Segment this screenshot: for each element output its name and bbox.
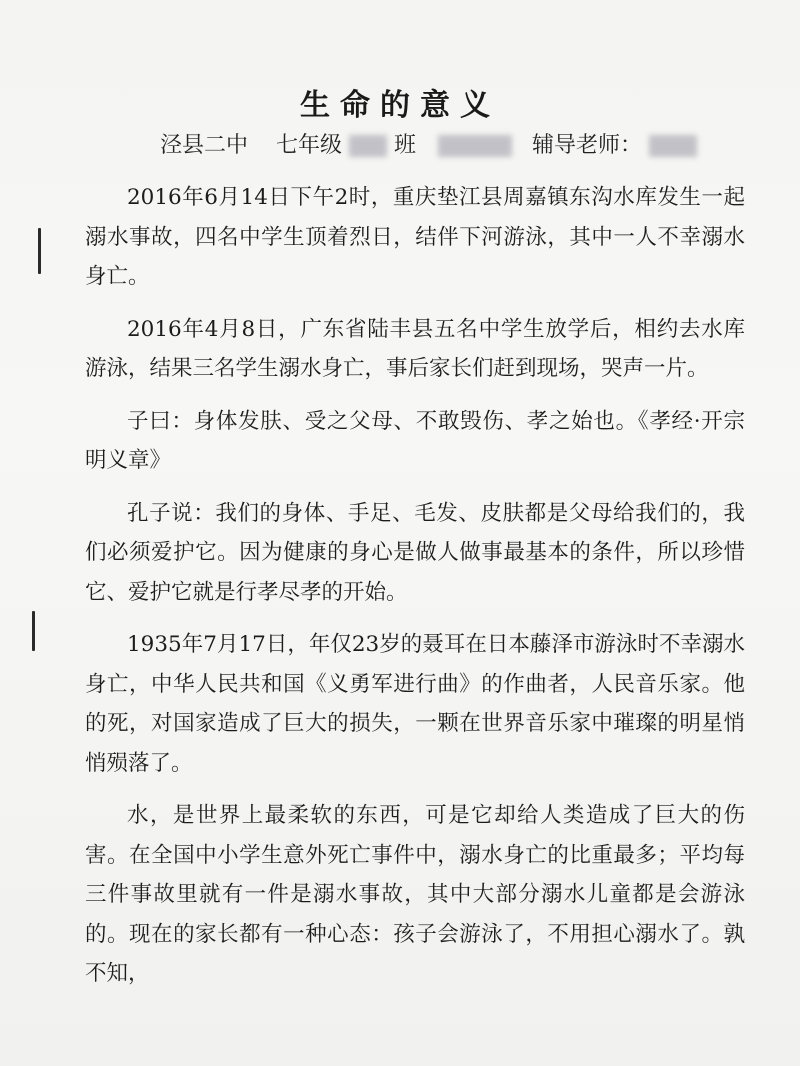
body-text [85, 178, 745, 1007]
byline [160, 128, 697, 159]
paragraph: 2016年4月8日，广东省陆丰县五名中学生放学后，相约去水库游泳，结果三名学生溺水身亡，事后家长们赶到现场，哭声一片。 [85, 316, 745, 381]
teacher-label: 辅导老师： [532, 133, 643, 158]
grade-label: 七年级 [276, 133, 343, 158]
redacted-teacher-name [649, 135, 697, 157]
school-name: 泾县二中 [160, 133, 249, 158]
paragraph: 子曰：身体发肤、受之父母、不敢毁伤、孝之始也。《孝经·开宗明义章》 [85, 408, 745, 473]
staple-mark [38, 228, 41, 274]
paragraph: 1935年7月17日，年仅23岁的聂耳在日本藤泽市游泳时不幸溺水身亡，中华人民共和国《义勇军进行曲》的作曲者，人民音乐家。他的死，对国家造成了巨大的损失，一颗在世界音乐家中璀璨的明星悄悄殒落了。 [85, 632, 745, 776]
staple-mark [32, 611, 35, 651]
paragraph: 2016年6月14日下午2时，重庆垫江县周嘉镇东沟水库发生一起溺水事故，四名中学生顶着烈日，结伴下河游泳，其中一人不幸溺水身亡。 [85, 185, 745, 289]
redacted-student-name [438, 135, 512, 157]
page-title: 生命的意义 [300, 88, 500, 123]
paragraph: 孔子说：我们的身体、手足、毛发、皮肤都是父母给我们的，我们必须爱护它。因为健康的身心是做人做事最基本的条件，所以珍惜它、爱护它就是行孝尽孝的开始。 [85, 500, 745, 605]
paragraph: 水，是世界上最柔软的东西，可是它却给人类造成了巨大的伤害。在全国中小学生意外死亡事件中，溺水身亡的比重最多；平均每三件事故里就有一件是溺水事故，其中大部分溺水儿童都是会游泳的。现在的家长都有一种心态：孩子会游泳了，不用担心溺水了。孰不知， [85, 803, 745, 986]
class-suffix: 班 [394, 133, 417, 158]
redacted-class-number [349, 135, 387, 157]
